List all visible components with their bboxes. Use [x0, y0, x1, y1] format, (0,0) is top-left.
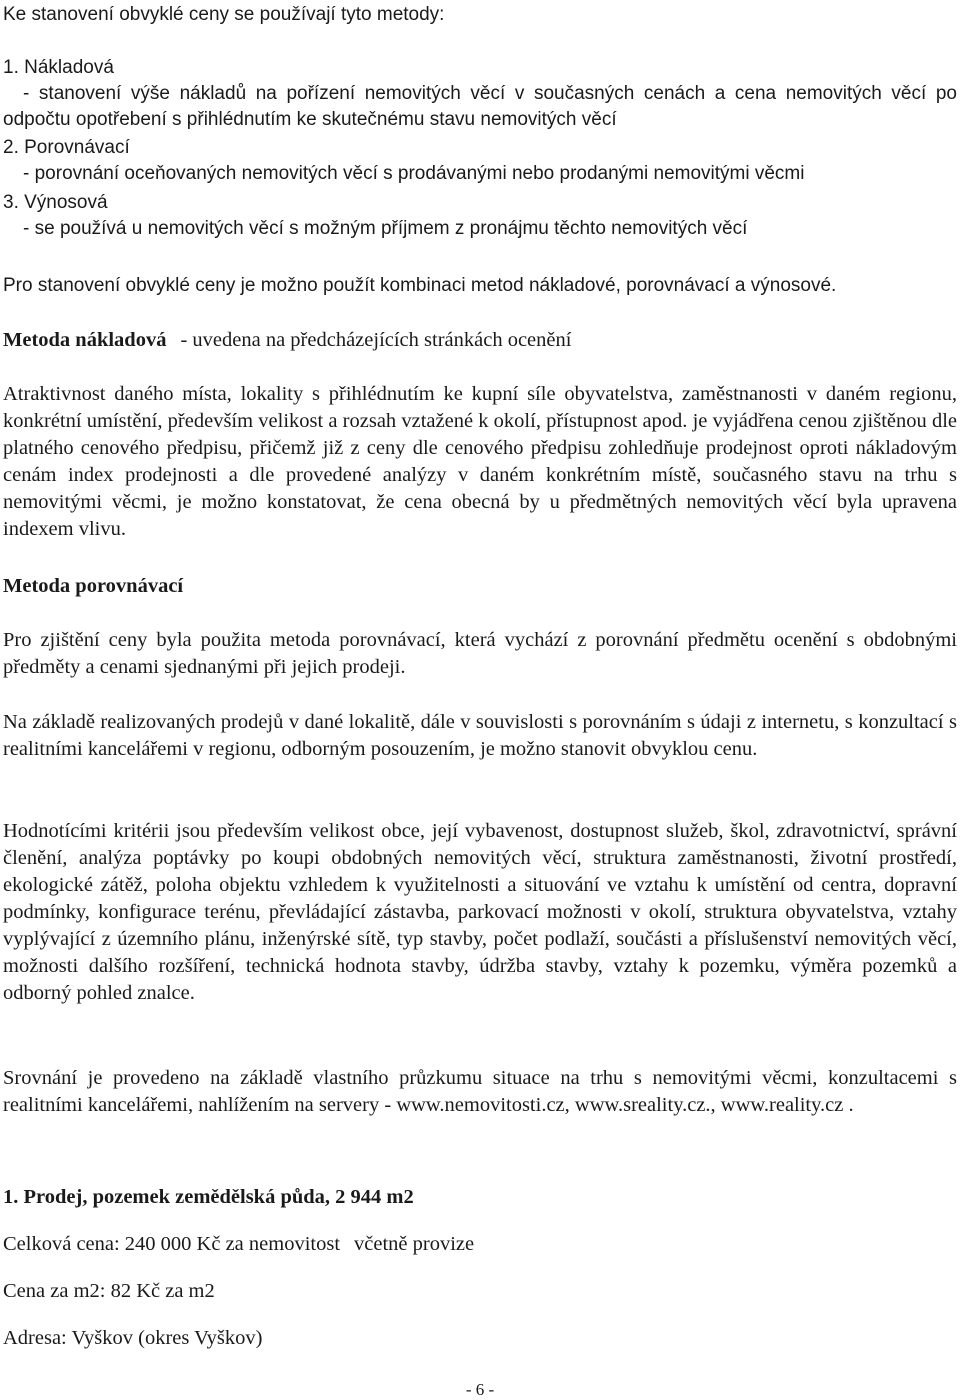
method-2-description: - porovnání oceňovaných nemovitých věcí s prodávanými nebo prodanými nemovitými věcmi — [23, 163, 805, 184]
cost-method-line — [3, 327, 957, 354]
sale-total-price: Celková cena: 240 000 Kč za nemovitost — [3, 1233, 341, 1255]
comparative-paragraph-3: Hodnotícími kritérii jsou především velikost obce, její vybavenost, dostupnost služeb, škol, zdravotnictví, správní členění, analýza poptávky po koupi obdobných nemovitých věcí, struktura zaměstnanosti, životní prostředí, ekologické zátěž, poloha objektu vzhledem k využitelnosti a situování ve vztahu k umístění od centra, dopravní podmínky, konfigurace terénu, převládající zástavba, parkovací možnosti v okolí, struktura obyvatelstva, vztahy vyplývající z územního plánu, inženýrské sítě, typ stavby, počet podlaží, součásti a příslušenství nemovitých věcí, možnosti dalšího rozšíření, technická hodnota stavby, údržba stavby, vztahy k pozemku, výměra pozemků a odborný pohled znalce. — [3, 820, 957, 1004]
comparative-paragraph-2: Na základě realizovaných prodejů v dané lokalitě, dále v souvislosti s porovnáním s údaji z internetu, s konzultací s realitními kancelářemi v regionu, odborným posouzením, je možno stanovit obvyklou cenu. — [3, 711, 957, 760]
combination-text: Pro stanovení obvyklé ceny je možno použít kombinaci metod nákladové, porovnávací a výnosové. — [3, 275, 837, 296]
attractiveness-paragraph: Atraktivnost daného místa, lokality s přihlédnutím ke kupní síle obyvatelstva, zaměstnanosti v daném regionu, konkrétní umístění, především velikost a rozsah vztažené k okolí, přístupnost apod. je vyjádřena cenou zjištěnou dle platného cenového předpisu, přičemž již z ceny dle cenového předpisu zohledňuje prodejnost oproti nákladovým cenám index prodejnosti a dle provedené analýzy v daném konkrétním místě, současného stavu na trhu s nemovitými věcmi, je možno konstatovat, že cena obecná by u předmětných nemovitých věcí byla upravena indexem vlivu. — [3, 383, 957, 540]
method-1-title: 1. Nákladová — [3, 57, 114, 78]
cost-method-heading: Metoda nákladová — [3, 329, 167, 351]
method-3-title: 3. Výnosová — [3, 192, 108, 213]
sale-price-per-m2: Cena za m2: 82 Kč za m2 — [3, 1280, 215, 1302]
sale-address: Adresa: Vyškov (okres Vyškov) — [3, 1327, 263, 1349]
sale-total-price-line — [3, 1231, 957, 1258]
cost-method-note: - uvedena na předcházejících stránkách ocenění — [180, 329, 572, 351]
page-number: - 6 - — [465, 1380, 495, 1399]
method-1-description: - stanovení výše nákladů na pořízení nemovitých věcí v současných cenách a cena nemovitých věcí po odpočtu opotřebení s přihlédnutím ke skutečnému stavu nemovitých věcí — [3, 83, 957, 130]
comparative-method-heading: Metoda porovnávací — [3, 575, 184, 597]
method-2-title: 2. Porovnávací — [3, 137, 130, 158]
comparative-paragraph-4: Srovnání je provedeno na základě vlastního průzkumu situace na trhu s nemovitými věcmi, konzultacemi s realitními kancelářemi, nahlížením na servery - www.nemovitosti.cz, www.sreality.cz., www.reality.cz . — [3, 1067, 957, 1116]
sale-total-price-note: včetně provize — [354, 1233, 475, 1255]
comparative-paragraph-1: Pro zjištění ceny byla použita metoda porovnávací, která vychází z porovnání předmětu ocenění s obdobnými předměty a cenami sjednanými při jejich prodeji. — [3, 629, 957, 678]
method-3-description: - se používá u nemovitých věcí s možným příjmem z pronájmu těchto nemovitých věcí — [23, 218, 748, 239]
intro-text: Ke stanovení obvyklé ceny se používají tyto metody: — [3, 4, 445, 25]
sale-title: 1. Prodej, pozemek zemědělská půda, 2 944 m2 — [3, 1186, 414, 1208]
